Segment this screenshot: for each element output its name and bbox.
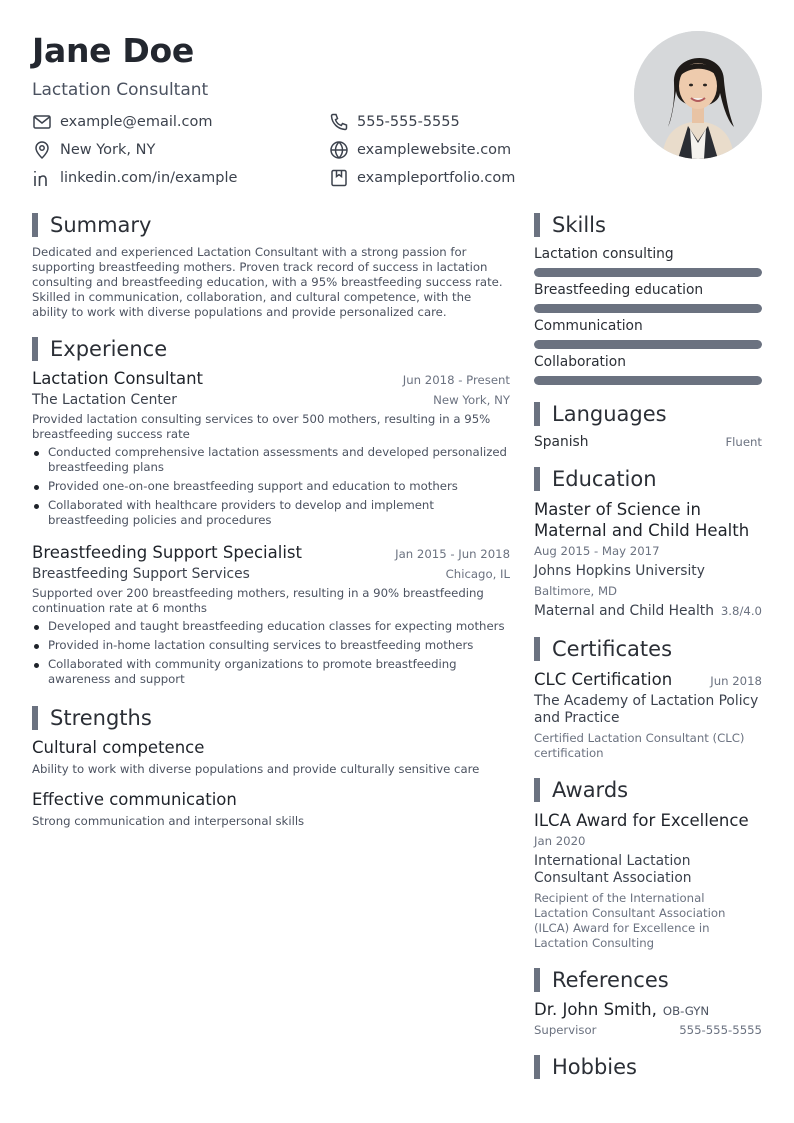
experience-heading [32, 336, 510, 361]
award-name: ILCA Award for Excellence [534, 811, 749, 830]
job-bullets [32, 619, 510, 687]
education-location: Baltimore, MD [534, 584, 618, 598]
skill-item [534, 353, 762, 385]
skill-meter-fill [534, 340, 762, 349]
location-text: New York, NY [60, 142, 156, 158]
certificates-heading [534, 636, 762, 661]
hobbies-title: Hobbies [552, 1054, 637, 1079]
languages-heading [534, 401, 762, 426]
heading-accent-bar [534, 778, 540, 802]
summary-text: Dedicated and experienced Lactation Consultant with a strong passion for supporting breastfeeding mothers. Proven track record of success in lactation consulting and breastfeeding education, with a 95% breastfeeding success rate. Skilled in communication, collaboration, and cultural competence, with the ability to work with diverse populations and provide personalized care. [32, 245, 503, 319]
strength-item [32, 790, 510, 829]
certificate-issuer: The Academy of Lactation Policy and Practice [534, 693, 759, 726]
certificate-desc: Certified Lactation Consultant (CLC) certification [534, 731, 745, 760]
heading-accent-bar [534, 402, 540, 426]
skill-meter [534, 304, 762, 313]
certificate-name: CLC Certification [534, 670, 673, 689]
skill-meter-fill [534, 268, 762, 277]
portfolio-text: exampleportfolio.com [357, 170, 516, 186]
skill-label: Collaboration [534, 354, 626, 370]
skill-label: Lactation consulting [534, 246, 674, 262]
languages-title: Languages [552, 401, 667, 426]
job-title: Breastfeeding Support Specialist [32, 543, 302, 562]
strengths-title: Strengths [50, 705, 152, 730]
contact-linkedin[interactable] [32, 168, 237, 188]
skill-label: Communication [534, 318, 643, 334]
strength-desc: Ability to work with diverse populations and provide culturally sensitive care [32, 762, 480, 776]
education-gpa: 3.8/4.0 [720, 604, 762, 618]
heading-accent-bar [534, 213, 540, 237]
job-dates: Jan 2015 - Jun 2018 [395, 547, 510, 561]
job-bullet: Collaborated with healthcare providers to develop and implement breastfeeding policies and procedures [32, 498, 510, 528]
language-level: Fluent [725, 435, 762, 449]
portfolio-icon [329, 168, 349, 188]
phone-icon [329, 112, 349, 132]
globe-icon [329, 140, 349, 160]
job-location: New York, NY [433, 393, 510, 407]
job-description: Provided lactation consulting services to over 500 mothers, resulting in a 95% breastfeeding success rate [32, 412, 491, 441]
job-description: Supported over 200 breastfeeding mothers, resulting in a 90% breastfeeding continuation rate at 6 months [32, 586, 484, 615]
heading-accent-bar [534, 968, 540, 992]
heading-accent-bar [534, 637, 540, 661]
reference-phone: 555-555-5555 [679, 1023, 762, 1037]
skill-item [534, 281, 762, 313]
strength-item [32, 738, 510, 777]
job-company: Breastfeeding Support Services [32, 566, 250, 582]
job-location: Chicago, IL [445, 567, 510, 581]
job-company: The Lactation Center [32, 392, 177, 408]
summary-title: Summary [50, 212, 152, 237]
reference-tag: OB-GYN [662, 1004, 710, 1018]
awards-heading [534, 777, 762, 802]
references-heading [534, 967, 762, 992]
education-degree: Master of Science in Maternal and Child Health [534, 500, 750, 540]
language-name: Spanish [534, 434, 589, 450]
contact-portfolio[interactable] [329, 168, 515, 188]
linkedin-icon [32, 168, 52, 188]
strength-title: Cultural competence [32, 738, 205, 757]
profile-photo-illustration [634, 31, 762, 159]
email-icon [32, 112, 52, 132]
strength-desc: Strong communication and interpersonal skills [32, 814, 305, 828]
location-pin-icon [32, 140, 52, 160]
certificate-date: Jun 2018 [710, 674, 762, 688]
reference-position: Supervisor [534, 1023, 597, 1037]
education-heading [534, 466, 762, 491]
contact-location [32, 140, 155, 160]
linkedin-text: linkedin.com/in/example [60, 170, 238, 186]
experience-title: Experience [50, 336, 168, 361]
skill-meter-fill [534, 304, 762, 313]
candidate-name: Jane Doe [32, 31, 194, 70]
website-text: examplewebsite.com [357, 142, 512, 158]
heading-accent-bar [32, 706, 38, 730]
contact-website[interactable] [329, 140, 511, 160]
education-field: Maternal and Child Health [534, 603, 714, 619]
certificates-title: Certificates [552, 636, 673, 661]
education-school: Johns Hopkins University [534, 563, 705, 579]
right-column [534, 212, 762, 1087]
skill-item [534, 317, 762, 349]
heading-accent-bar [32, 337, 38, 361]
heading-accent-bar [32, 213, 38, 237]
references-title: References [552, 967, 669, 992]
strength-title: Effective communication [32, 790, 237, 809]
awards-title: Awards [552, 777, 629, 802]
skill-meter-fill [534, 376, 762, 385]
contact-email[interactable] [32, 112, 212, 132]
job-title: Lactation Consultant [32, 369, 204, 388]
job-bullet: Provided one-on-one breastfeeding support and education to mothers [32, 479, 510, 494]
strengths-heading [32, 705, 510, 730]
hobbies-heading [534, 1054, 762, 1079]
award-date: Jan 2020 [534, 834, 586, 848]
education-title: Education [552, 466, 657, 491]
heading-accent-bar [534, 467, 540, 491]
job-bullet: Provided in-home lactation consulting services to breastfeeding mothers [32, 638, 510, 653]
job-bullet: Collaborated with community organizations to promote breastfeeding awareness and support [32, 657, 510, 687]
contact-phone[interactable] [329, 112, 460, 132]
award-desc: Recipient of the International Lactation Consultant Association (ILCA) Award for Excellence in Lactation Consulting [534, 891, 726, 950]
job-bullets [32, 445, 510, 528]
skill-meter [534, 268, 762, 277]
award-issuer: International Lactation Consultant Association [534, 853, 692, 886]
email-text: example@email.com [60, 114, 213, 130]
job-entry [32, 369, 510, 528]
skill-meter [534, 340, 762, 349]
job-role: Lactation Consultant [32, 80, 209, 100]
job-bullet: Conducted comprehensive lactation assessments and developed personalized breastfeeding plans [32, 445, 510, 475]
heading-accent-bar [534, 1055, 540, 1079]
skill-item [534, 245, 762, 277]
skills-heading [534, 212, 762, 237]
skills-title: Skills [552, 212, 606, 237]
job-dates: Jun 2018 - Present [402, 373, 510, 387]
skill-label: Breastfeeding education [534, 282, 704, 298]
profile-photo [634, 31, 762, 159]
summary-heading [32, 212, 510, 237]
education-dates: Aug 2015 - May 2017 [534, 544, 660, 558]
job-entry [32, 543, 510, 687]
job-bullet: Developed and taught breastfeeding education classes for expecting mothers [32, 619, 510, 634]
phone-text: 555-555-5555 [357, 114, 460, 130]
reference-name: Dr. John Smith, [534, 1000, 657, 1019]
language-item [534, 434, 762, 450]
skill-meter [534, 376, 762, 385]
left-column [32, 212, 510, 842]
